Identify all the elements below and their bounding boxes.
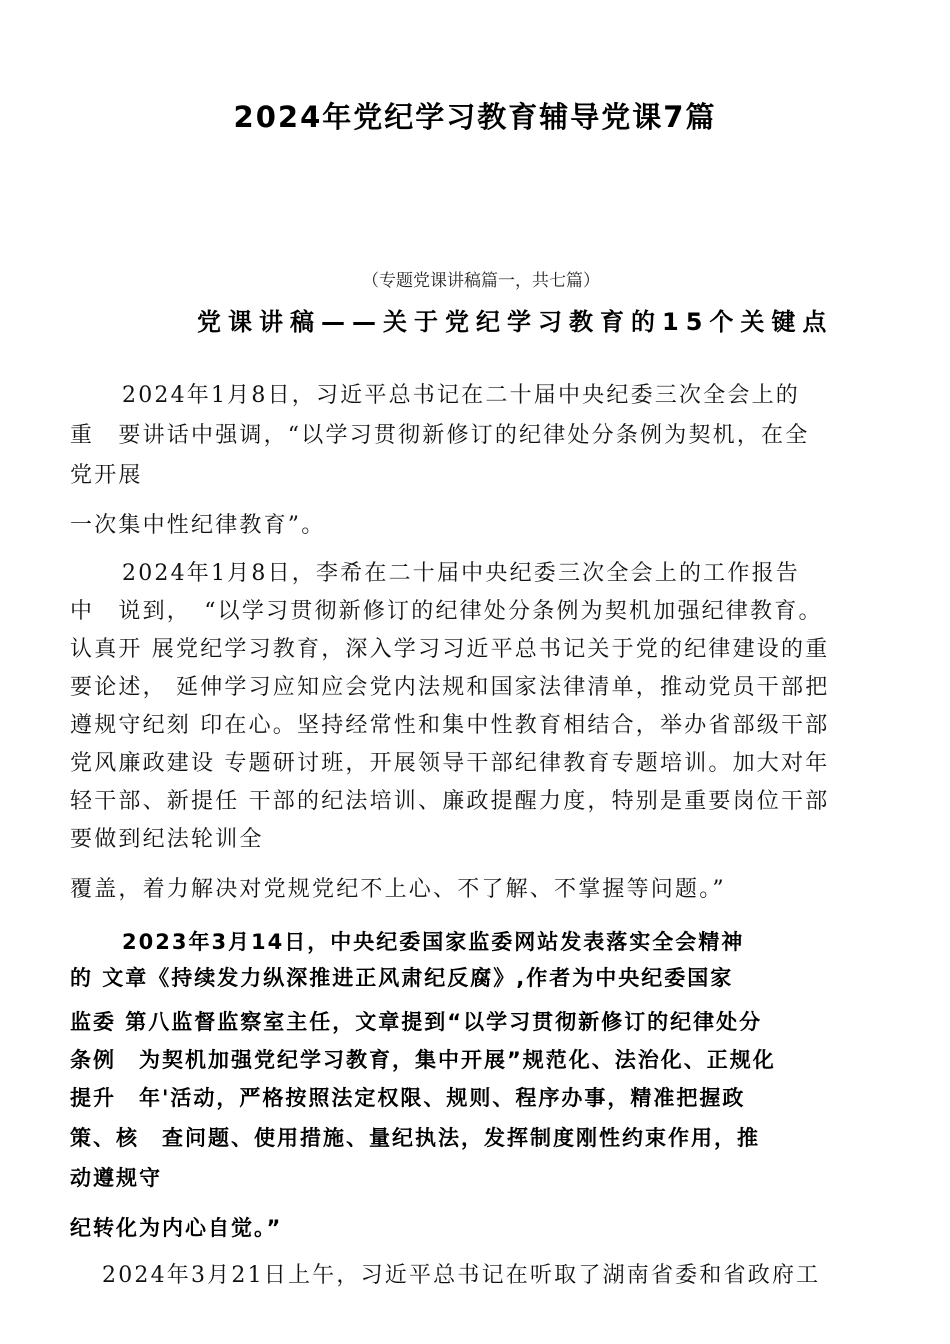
paragraph-line: 覆盖，着力解决对党规党纪不上心、不了解、不掌握等问题。” (70, 877, 726, 902)
paragraph-line: 遵规守纪刻 印在心。坚持经常性和集中性教育相结合，举办省部级干部 (70, 713, 830, 738)
paragraph-line: 策、核 查问题、使用措施、量纪执法，发挥制度刚性约束作用，推 (70, 1126, 760, 1150)
paragraph-line: 轻干部、新提任 干部的纪法培训、廉政提醒力度，特别是重要岗位干部 (70, 789, 830, 814)
paragraph-line: 重 要讲话中强调，“以学习贯彻新修订的纪律处分条例为契机，在全 (70, 423, 810, 448)
paragraph-line: 一次集中性纪律教育”。 (70, 513, 326, 538)
paragraph-line: 动遵规守 (70, 1166, 162, 1190)
paragraph-line: 2024年1月8日，习近平总书记在二十届中央纪委三次全会上的 (122, 383, 800, 408)
paragraph-line: 党开展 (70, 463, 143, 488)
document-title: 2024年党纪学习教育辅导党课7篇 (233, 100, 717, 134)
paragraph-line: 要论述， 延伸学习应知应会党内法规和国家法律清单，推动党员干部把 (70, 675, 830, 700)
paragraph-line: 党风廉政建设 专题研讨班，开展领导干部纪律教育专题培训。加大对年 (70, 751, 830, 776)
paragraph-line: 监委 第八监督监察室主任，文章提到“以学习贯彻新修订的纪律处分 (70, 1010, 763, 1034)
section-heading: 党课讲稿——关于党纪学习教育的15个关键点 (197, 308, 834, 336)
paragraph-line: 2023年3月14日，中央纪委国家监委网站发表落实全会精神 (122, 930, 745, 954)
paragraph-line: 的 文章《持续发力纵深推进正风肃纪反腐》,作者为中央纪委国家 (70, 966, 734, 990)
paragraph-line: 提升 年'活动，严格按照法定权限、规则、程序办事，精准把握政 (70, 1086, 746, 1110)
paragraph-line: 纪转化为内心自觉。” (70, 1216, 283, 1240)
paragraph-line: 中 说到， “以学习贯彻新修订的纪律处分条例为契机加强纪律教育。 (70, 599, 823, 624)
paragraph-line: 认真开 展党纪学习教育，深入学习习近平总书记关于党的纪律建设的重 (70, 637, 830, 662)
document-subtitle: （专题党课讲稿篇一，共七篇） (362, 271, 600, 291)
paragraph-line: 要做到纪法轮训全 (70, 827, 264, 852)
paragraph-line: 条例 为契机加强党纪学习教育，集中开展”规范化、法治化、正规化 (70, 1048, 776, 1072)
paragraph-line: 2024年1月8日，李希在二十届中央纪委三次全会上的工作报告 (122, 561, 800, 586)
paragraph-line: 2024年3月21日上午，习近平总书记在听取了湖南省委和省政府工 (102, 1263, 821, 1288)
